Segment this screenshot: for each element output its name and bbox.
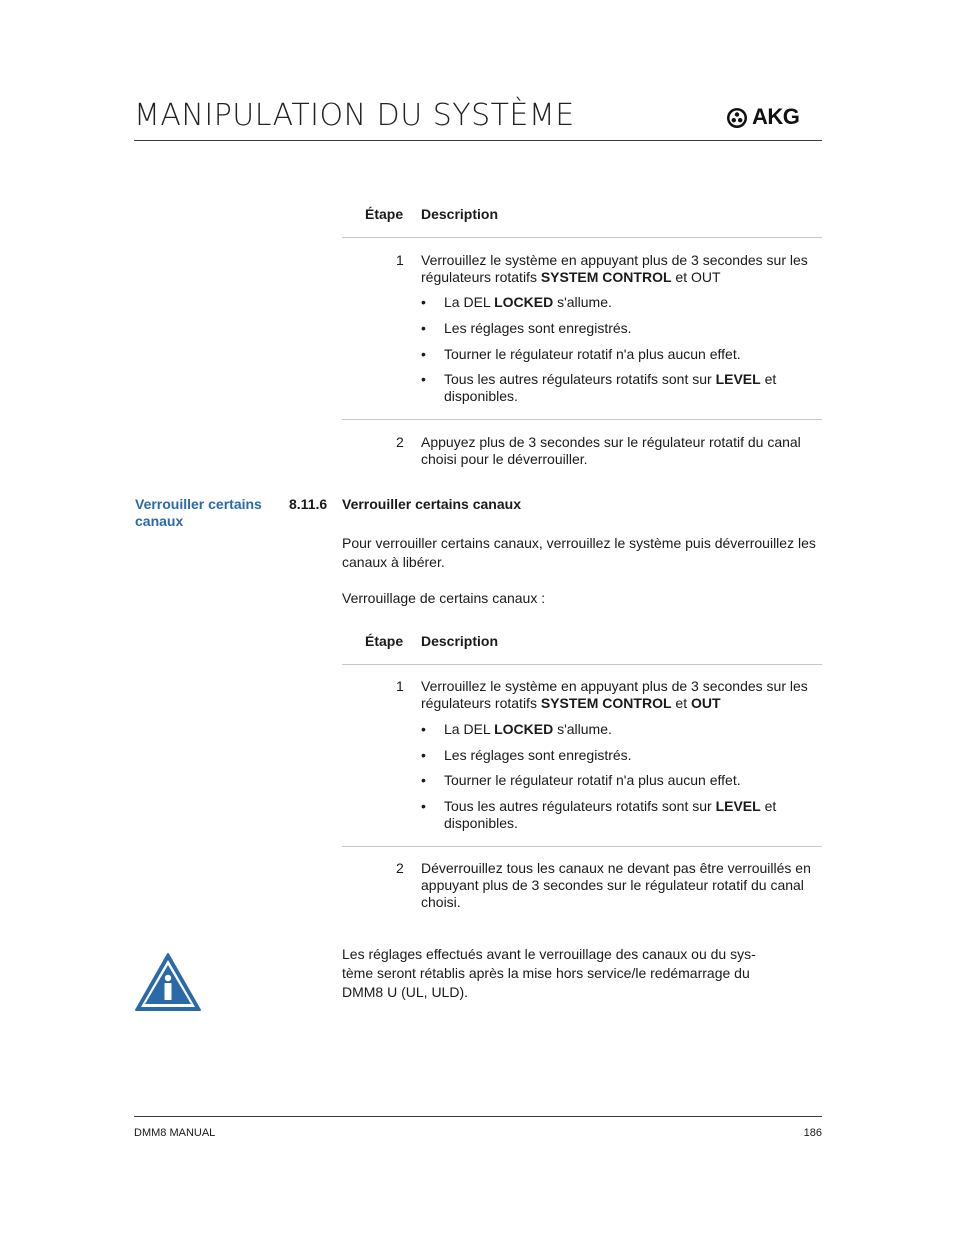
table1-col-description: Description — [421, 206, 499, 222]
table2-step-2: 2 — [396, 860, 404, 876]
footer-page-number: 186 — [803, 1127, 822, 1139]
section-heading: Verrouiller certains canaux — [342, 496, 521, 512]
table2-step-1: 1 — [396, 678, 404, 694]
header-rule — [134, 140, 822, 141]
table2-header-rule — [342, 664, 822, 665]
info-warning-icon — [134, 952, 202, 1012]
akg-emblem-icon — [726, 107, 748, 129]
table1-col-step: Étape — [365, 206, 404, 222]
section-sub-intro: Verrouillage de certains canaux : — [342, 590, 546, 606]
section-intro: Pour verrouiller certains canaux, verrouillez le système puis déverrouillez les canaux à libérer. — [342, 535, 816, 570]
table1-step-2-desc: Appuyez plus de 3 secondes sur le régulateur rotatif du canal choisi pour le déverrouiller. — [421, 434, 801, 467]
footer-manual-name: DMM8 MANUAL — [134, 1127, 216, 1139]
table2-col-description: Description — [421, 633, 499, 649]
section-number: 8.11.6 — [289, 496, 328, 512]
table2-step-1-desc: Verrouillez le système en appuyant plus de 3 secondes sur les régulateurs rotatifs SYSTEM CONTROL et OUT — [421, 678, 808, 711]
table2-step-2-desc: Déverrouillez tous les canaux ne devant pas être verrouillés en appuyant plus de 3 secondes sur le régulateur rotatif du canal choisi. — [421, 860, 811, 910]
table1-step-1-desc: Verrouillez le système en appuyant plus de 3 secondes sur les régulateurs rotatifs SYSTEM CONTROL et OUT — [421, 252, 808, 285]
table1-row-rule — [342, 419, 822, 420]
sidebar-section-label: Verrouiller certains canaux — [135, 496, 262, 529]
table1-header-rule — [342, 237, 822, 238]
table2-row-rule — [342, 846, 822, 847]
logo-wordmark: AKG — [752, 104, 800, 129]
table2-col-step: Étape — [365, 633, 404, 649]
note-text: Les réglages effectués avant le verrouillage des canaux ou du sys-tème seront rétablis après la mise hors service/le redémarrage du DMM8 U (UL, ULD). — [342, 946, 756, 1000]
page-title: MANIPULATION DU SYSTÈME — [134, 98, 575, 133]
table1-step-1: 1 — [396, 252, 404, 268]
akg-logo — [726, 106, 824, 130]
footer-rule — [134, 1116, 822, 1117]
table1-step-2: 2 — [396, 434, 404, 450]
